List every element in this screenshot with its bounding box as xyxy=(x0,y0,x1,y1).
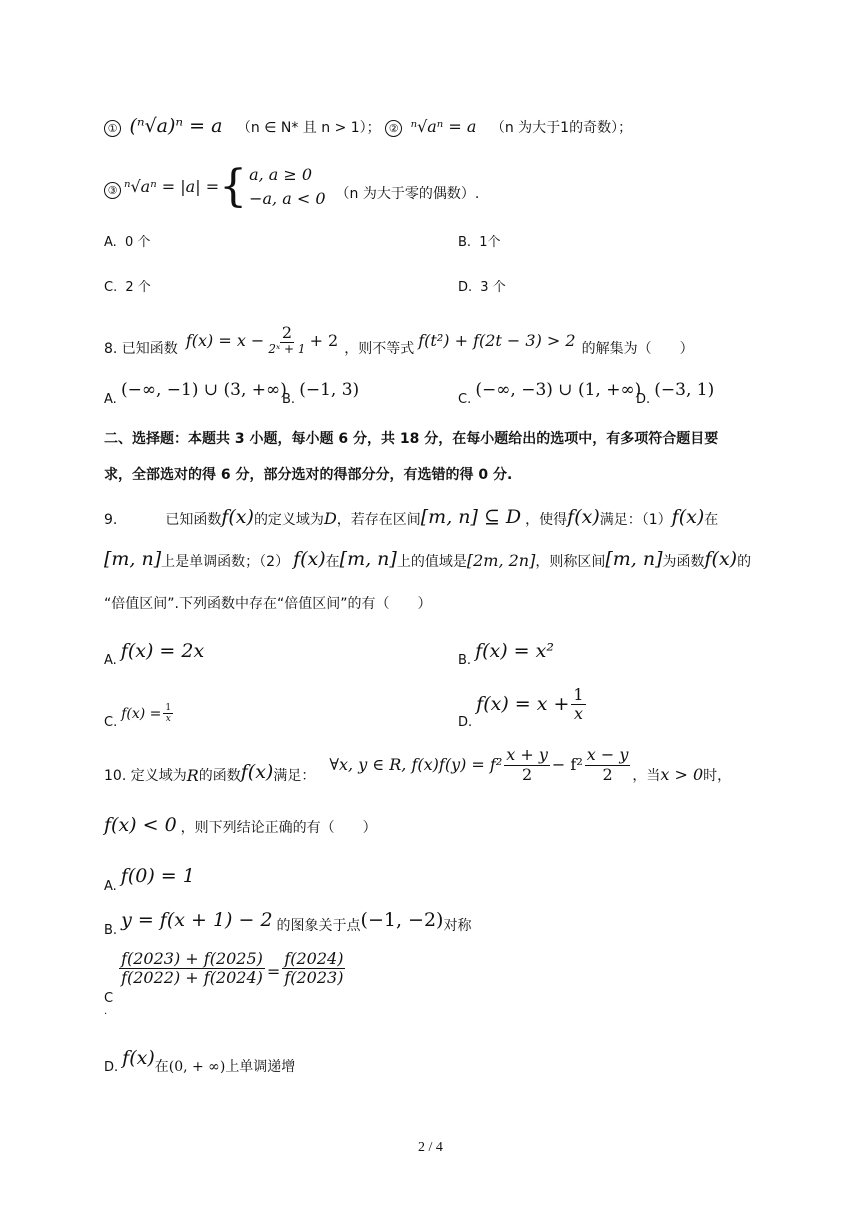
q7-option-b[interactable] xyxy=(458,236,500,249)
option-letter: C. xyxy=(104,280,118,295)
q9-interval: [m, n] xyxy=(104,548,162,570)
item-3-condition: （n 为大于零的偶数）. xyxy=(335,186,480,202)
q9-text: 的 xyxy=(737,554,752,570)
q10-text: 10. 定义域为 xyxy=(104,768,187,784)
q10-stem-line-1 xyxy=(104,746,731,784)
option-letter: D. xyxy=(458,715,473,730)
q8-mid: ，则不等式 xyxy=(344,340,415,357)
option-text: 0 个 xyxy=(124,235,151,250)
section-2-heading-line-2: 求，全部选对的得 6 分，部分选对的得部分分，有选错的得 0 分. xyxy=(104,467,513,483)
q10-x-positive: x > 0 xyxy=(660,765,704,784)
q10-fx-negative: f(x) < 0 xyxy=(104,814,177,836)
q9-range: [2m, 2n] xyxy=(466,551,536,570)
q9-text: 已知函数 xyxy=(165,512,222,528)
option-letter: D. xyxy=(104,1059,119,1075)
option-letter: D. xyxy=(458,280,473,295)
option-letter: B. xyxy=(458,235,472,250)
q8-inequality: f(t²) + f(2t − 3) > 2 xyxy=(418,330,576,350)
option-c-fraction-right xyxy=(282,950,345,988)
option-text: f(x) = xyxy=(121,705,162,722)
option-letter: B. xyxy=(282,392,296,407)
option-text: (−∞, −3) ∪ (1, +∞) xyxy=(475,380,642,400)
option-expression: f(x) xyxy=(122,1046,155,1069)
q9-stem-line-1 xyxy=(104,508,718,527)
item-3-label: ③ xyxy=(104,182,121,199)
q10-fx: f(x) xyxy=(240,760,274,783)
q9-fx: f(x) xyxy=(671,506,705,528)
q7-option-d[interactable] xyxy=(458,281,506,294)
q7-item-row-3 xyxy=(104,160,121,199)
q8-fraction-numerator: 2 xyxy=(281,323,293,342)
q9-stem-line-2 xyxy=(104,550,751,569)
option-text: 的图象关于点 xyxy=(276,917,361,934)
fraction-numerator: f(2023) + f(2025) xyxy=(121,949,263,968)
option-text: 2 个 xyxy=(125,280,151,295)
item-2-label: ② xyxy=(385,120,402,137)
q8-option-a[interactable] xyxy=(104,380,287,407)
q9-text: 满足：（1） xyxy=(599,512,672,528)
option-text: (−3, 1) xyxy=(654,380,715,400)
option-interval: (0, + ∞) xyxy=(168,1059,226,1075)
case-1: a, a ≥ 0 xyxy=(249,165,313,184)
option-point: (−1, −2) xyxy=(360,909,444,931)
q10-text: ，则下列结论正确的有（ ） xyxy=(180,820,377,836)
q8-fraction-denominator: 2ˣ + 1 xyxy=(268,342,306,357)
option-letter: C. xyxy=(104,715,118,730)
fraction-numerator: 1 xyxy=(165,702,172,713)
q9-fx: f(x) xyxy=(704,548,738,570)
q9-text: 上是单调函数；（2） xyxy=(161,554,290,570)
item-3-expression-block xyxy=(124,163,479,211)
piecewise-cases xyxy=(249,163,325,211)
option-text: f(x) = x + xyxy=(476,693,570,715)
q8-option-d[interactable] xyxy=(636,380,715,407)
option-text: f(0) = 1 xyxy=(120,865,195,887)
option-text: 对称 xyxy=(443,917,472,934)
q10-text: 的函数 xyxy=(198,768,241,784)
q10-option-d[interactable] xyxy=(104,1042,295,1074)
q8-option-b[interactable] xyxy=(282,380,360,407)
option-text: 1个 xyxy=(479,235,501,250)
q10-option-c[interactable] xyxy=(104,950,347,1005)
option-text: 在 xyxy=(154,1059,169,1075)
option-text: f(x) = 2x xyxy=(120,640,205,662)
section-2-heading-line-1: 二、选择题：本题共 3 小题，每小题 6 分，共 18 分，在每小题给出的选项中，有多项符合题目要 xyxy=(104,431,719,447)
fraction-numerator: 1 xyxy=(573,684,584,704)
option-letter: B. xyxy=(458,653,472,668)
fraction-denominator: 2 xyxy=(602,764,613,784)
q10-text: ，当 xyxy=(632,768,661,784)
option-text: f(x) = x² xyxy=(475,640,554,662)
q9-text: 的定义域为 xyxy=(253,512,324,528)
q8-function: f(x) = x − xyxy=(185,330,265,350)
equals-sign: = xyxy=(266,962,281,981)
item-1-expression: (ⁿ√a)ⁿ = a xyxy=(129,115,223,137)
option-letter: C xyxy=(104,991,114,1006)
q8-stem xyxy=(104,324,694,357)
q9-option-d[interactable] xyxy=(458,680,588,729)
q9-fx: f(x) xyxy=(221,506,254,528)
q9-interval: [m, n] xyxy=(339,548,397,570)
option-letter: A. xyxy=(104,392,117,407)
q9-domain-D: D xyxy=(323,509,337,528)
q8-option-c[interactable] xyxy=(458,380,642,407)
fraction-numerator: x − y xyxy=(586,745,629,765)
q9-text: 在 xyxy=(704,512,719,528)
q8-function-tail: + 2 xyxy=(309,330,339,350)
option-d-fraction xyxy=(571,686,585,724)
q10-condition-part-1: ∀x, y ∈ R, f(x)f(y) = f² xyxy=(329,755,503,774)
option-text: (−1, 3) xyxy=(299,380,360,400)
item-1-condition: （n ∈ N* 且 n > 1）； xyxy=(236,120,381,136)
q9-interval-subset: [m, n] ⊆ D xyxy=(420,506,522,528)
fraction-denominator: f(2022) + f(2024) xyxy=(121,968,263,988)
q9-text: ，使得 xyxy=(525,512,568,528)
item-3-expression: ⁿ√aⁿ = |a| = xyxy=(124,177,220,196)
q10-fraction-2 xyxy=(585,746,631,784)
q9-stem-line-3: “倍值区间”.下列函数中存在“倍值区间”的有（ ） xyxy=(104,596,432,612)
piecewise-brace: { xyxy=(219,161,248,212)
fraction-denominator: x xyxy=(573,704,584,723)
q9-fx: f(x) xyxy=(567,506,600,528)
fraction-numerator: f(2024) xyxy=(284,949,344,968)
q9-interval: [m, n] xyxy=(605,548,663,570)
item-1-label: ① xyxy=(104,120,121,137)
q9-option-b[interactable] xyxy=(458,636,554,667)
option-c-fraction-left xyxy=(119,950,265,988)
fraction-numerator: x + y xyxy=(506,745,548,765)
q9-option-a[interactable] xyxy=(104,636,204,667)
q9-option-c[interactable] xyxy=(104,698,175,729)
q8-fraction xyxy=(266,324,307,357)
case-2: −a, a < 0 xyxy=(249,189,326,208)
q10-text: 满足： xyxy=(273,768,316,784)
q10-stem-line-2 xyxy=(104,816,377,835)
q7-option-c[interactable] xyxy=(104,281,151,294)
q9-text: 在 xyxy=(325,554,340,570)
fraction-denominator: 2 xyxy=(521,764,533,784)
q8-end: 的解集为（ ） xyxy=(581,340,694,357)
option-text: 上单调递增 xyxy=(225,1059,296,1075)
option-letter: A. xyxy=(104,235,117,250)
option-text: (−∞, −1) ∪ (3, +∞) xyxy=(120,380,287,400)
q8-prefix: 8. 已知函数 xyxy=(104,340,178,357)
option-c-dot: · xyxy=(104,1009,108,1020)
option-letter: B. xyxy=(104,923,118,938)
option-c-fraction xyxy=(163,703,173,725)
q7-option-a[interactable] xyxy=(104,236,150,249)
q10-option-b[interactable] xyxy=(104,904,471,937)
option-letter: A. xyxy=(104,653,117,668)
q9-text: 为函数 xyxy=(662,554,705,570)
q9-text: ，则称区间 xyxy=(535,554,606,570)
q10-condition-part-2: − f² xyxy=(551,755,583,774)
option-letter: C. xyxy=(458,392,472,407)
q9-number: 9. xyxy=(104,512,118,528)
page-number: 2 / 4 xyxy=(418,1140,443,1155)
item-2-condition: （n 为大于1的奇数）； xyxy=(490,120,633,136)
q9-fx: f(x) xyxy=(293,548,326,570)
q9-text: 上的值域是 xyxy=(396,554,467,570)
q10-text: 时， xyxy=(703,768,732,784)
option-expression: y = f(x + 1) − 2 xyxy=(121,909,273,931)
option-text: 3 个 xyxy=(480,280,506,295)
q9-text: ，若存在区间 xyxy=(336,512,421,528)
q10-option-a[interactable] xyxy=(104,860,195,893)
fraction-denominator: f(2023) xyxy=(284,968,344,988)
fraction-denominator: x xyxy=(165,714,171,724)
q10-R: R xyxy=(186,766,199,785)
q7-item-row-1 xyxy=(104,117,632,137)
item-2-expression: ⁿ√aⁿ = a xyxy=(410,117,477,136)
option-letter: D. xyxy=(636,392,651,407)
q10-fraction-1 xyxy=(504,746,550,784)
option-letter: A. xyxy=(104,879,117,894)
